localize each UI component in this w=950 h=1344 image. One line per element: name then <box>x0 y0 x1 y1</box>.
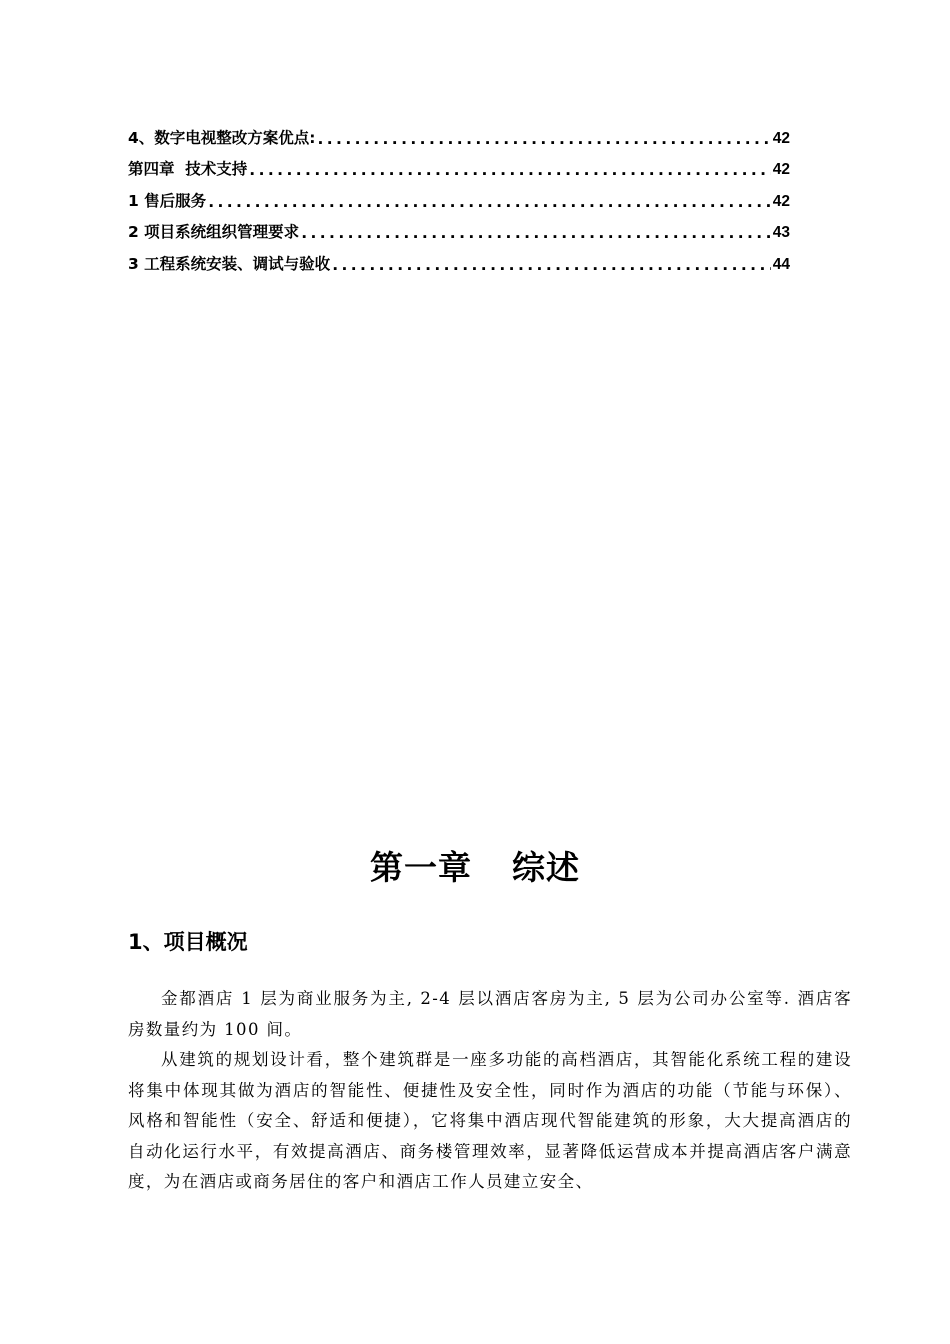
chapter-label: 第一章 <box>370 848 472 887</box>
toc-entry-page: 44 <box>772 255 790 273</box>
toc-entry-page: 42 <box>772 192 790 210</box>
toc-entry-title: 1 售后服务 <box>128 191 207 210</box>
toc-dot-leader <box>301 224 771 242</box>
body-paragraph: 金都酒店 1 层为商业服务为主, 2-4 层以酒店客房为主, 5 层为公司办公室等. 酒店客房数量约为 100 间。 <box>128 989 852 1039</box>
section-heading: 1、项目概况 <box>128 930 248 954</box>
chapter-title <box>0 842 950 889</box>
toc-entry[interactable] <box>128 211 790 243</box>
toc-entry-title: 4、数字电视整改方案优点: <box>128 128 316 147</box>
toc-entry-title: 3 工程系统安装、调试与验收 <box>128 254 331 273</box>
toc-entry[interactable] <box>128 242 790 274</box>
toc-entry-page: 43 <box>772 224 790 241</box>
table-of-contents <box>128 116 790 274</box>
toc-entry[interactable] <box>128 179 790 211</box>
toc-dot-leader <box>208 193 771 211</box>
toc-entry-page: 42 <box>772 161 790 178</box>
toc-dot-leader <box>332 256 771 274</box>
toc-entry-title: 第四章 技术支持 <box>128 160 248 178</box>
toc-dot-leader <box>317 130 770 148</box>
toc-entry[interactable] <box>128 116 790 148</box>
toc-entry-title: 2 项目系统组织管理要求 <box>128 223 300 241</box>
section-body <box>128 984 852 1198</box>
toc-dot-leader <box>249 161 770 179</box>
body-paragraph: 从建筑的规划设计看，整个建筑群是一座多功能的高档酒店，其智能化系统工程的建设将集中体现其做为酒店的智能性、便捷性及安全性，同时作为酒店的功能（节能与环保）、风格和智能性（安全、舒适和便捷），它将集中酒店现代智能建筑的形象，大大提高酒店的自动化运行水平，有效提高酒店、商务楼管理效率，显著降低运营成本并提高酒店客户满意度，为在酒店或商务居住的客户和酒店工作人员建立安全、 <box>128 1050 852 1191</box>
toc-entry-page: 42 <box>772 129 790 147</box>
chapter-name: 综述 <box>512 848 580 887</box>
toc-entry[interactable] <box>128 148 790 180</box>
